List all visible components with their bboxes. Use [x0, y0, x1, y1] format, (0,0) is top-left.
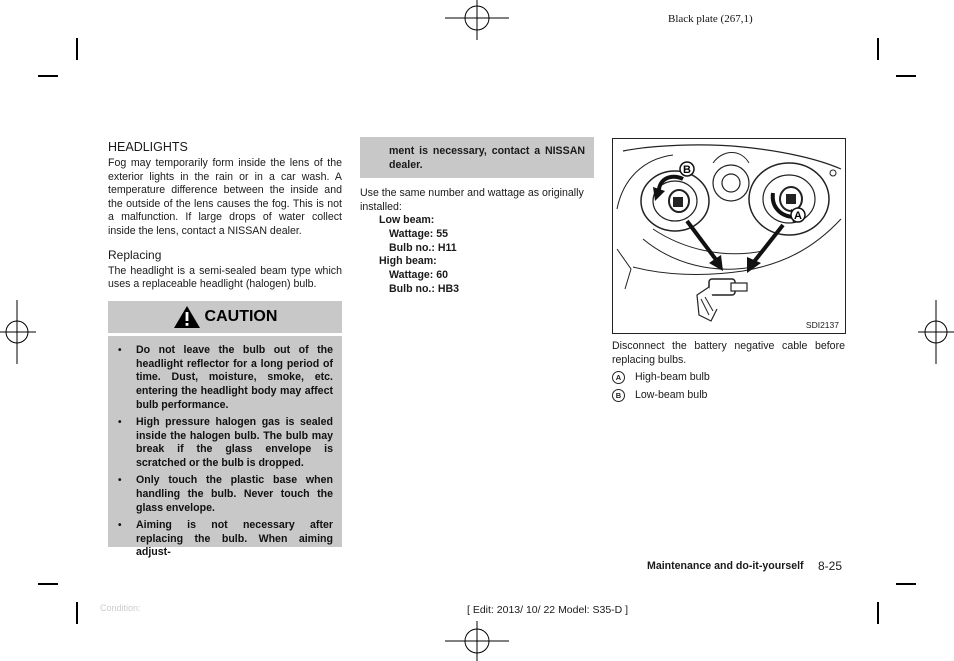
legend-key: B — [612, 389, 625, 402]
legend-item — [612, 371, 845, 385]
caution-list — [108, 336, 342, 560]
crop-mark — [877, 602, 879, 624]
spec-low-bulb: Bulb no.: H11 — [389, 241, 457, 254]
legend-label: Low-beam bulb — [635, 388, 708, 401]
warning-icon — [173, 305, 201, 329]
caution-heading: CAUTION — [204, 308, 278, 325]
caution-continued-text: ment is necessary, contact a NISSAN dealer. — [389, 145, 585, 171]
figure-code: SDI2137 — [805, 320, 839, 330]
spec-high-beam: High beam: — [379, 255, 437, 268]
figure-callout-b: B — [683, 164, 691, 176]
crop-mark — [896, 75, 916, 77]
battery-paragraph: Disconnect the battery negative cable before replacing bulbs. — [612, 340, 845, 366]
crop-mark — [76, 38, 78, 60]
caution-item: • Do not leave the bulb out of the headlight reflector for a long period of time. Dust, moisture, smoke, etc. entering the headlight body may affect bulb performance. — [118, 344, 333, 413]
replacing-paragraph: The headlight is a semi-sealed beam type which uses a replaceable headlight (halogen) bulb. — [108, 264, 342, 291]
page-number: 8-25 — [818, 559, 843, 573]
caution-box — [108, 336, 342, 559]
spec-high-bulb: Bulb no.: HB3 — [389, 282, 460, 295]
plate-label: Black plate (267,1) — [668, 13, 753, 25]
spec-high-wattage: Wattage: 60 — [389, 269, 449, 281]
footer-section-title: Maintenance and do-it-yourself — [647, 560, 804, 572]
spec-low-beam: Low beam: — [379, 214, 435, 227]
left-column — [108, 140, 342, 292]
crop-mark — [877, 38, 879, 60]
caution-item: • Only touch the plastic base when handling the bulb. Never touch the glass envelope. — [118, 474, 333, 515]
right-column — [612, 340, 845, 402]
registration-mark-right — [918, 300, 954, 364]
caution-item: • Aiming is not necessary after replacing the bulb. When aiming adjust- — [118, 519, 333, 560]
condition-label: Condition: — [100, 603, 141, 613]
middle-column — [360, 187, 594, 296]
legend-label: High-beam bulb — [635, 371, 710, 384]
registration-mark-top — [445, 0, 509, 40]
crop-mark — [896, 583, 916, 585]
registration-mark-bottom — [445, 621, 509, 661]
legend-key: A — [612, 371, 625, 384]
headlight-illustration — [613, 139, 845, 333]
crop-mark — [38, 75, 58, 77]
caution-heading-box — [108, 301, 342, 333]
section-title-headlights: HEADLIGHTS — [108, 140, 188, 154]
legend-item — [612, 389, 845, 403]
caution-item: • High pressure halogen gas is sealed inside the halogen bulb. The bulb may break if the glass envelope is scratched or the bulb is dropped. — [118, 416, 333, 471]
section-title-replacing: Replacing — [108, 247, 162, 262]
caution-continued-box — [360, 137, 594, 178]
headlights-paragraph: Fog may temporarily form inside the lens of the exterior lights in the rain or in a car wash. A temperature difference between the inside and the outside of the lens causes the fog. This is not a malfunction. If large drops of water collect inside the lens, contact a NISSAN dealer. — [108, 157, 342, 237]
crop-mark — [76, 602, 78, 624]
figure-callout-a: A — [794, 210, 802, 222]
edit-info: [ Edit: 2013/ 10/ 22 Model: S35-D ] — [467, 604, 629, 616]
spec-low-wattage: Wattage: 55 — [389, 227, 449, 240]
crop-mark — [38, 583, 58, 585]
registration-mark-left — [0, 300, 36, 364]
headlight-figure — [612, 138, 846, 334]
specs-intro: Use the same number and wattage as originally installed: — [360, 187, 584, 213]
